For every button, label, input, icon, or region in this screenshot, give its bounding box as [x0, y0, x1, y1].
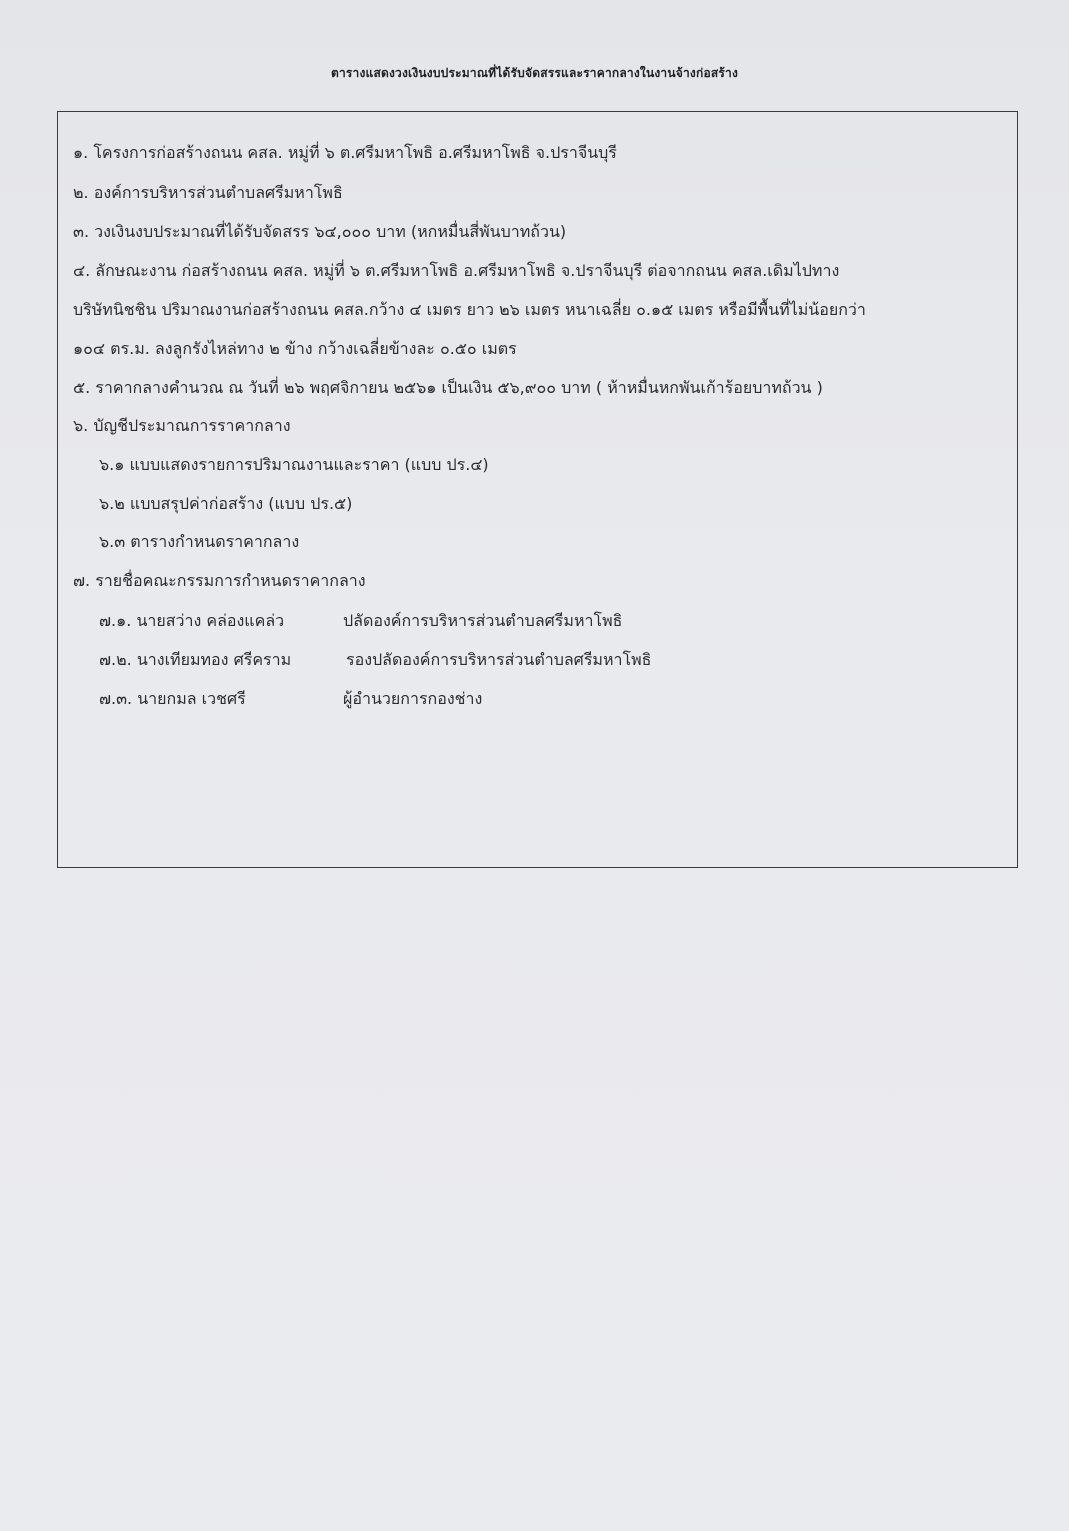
committee-member-3-role: ผู้อำนวยการกองช่าง — [343, 689, 483, 708]
item-4-work-description-end: ๑๐๔ ตร.ม. ลงลูกรังไหล่ทาง ๒ ข้าง กว้างเฉลี่ยข้างละ ๐.๕๐ เมตร — [73, 339, 517, 358]
item-3-budget: ๓. วงเงินงบประมาณที่ได้รับจัดสรร ๖๔,๐๐๐ บาท (หกหมื่นสี่พันบาทถ้วน) — [73, 222, 567, 241]
document-title: ตารางแสดงวงเงินงบประมาณที่ได้รับจัดสรรและราคากลางในงานจ้างก่อสร้าง — [330, 66, 739, 80]
committee-member-1-name: ๗.๑. นายสว่าง คล่องแคล่ว — [99, 611, 285, 630]
committee-member-2-role: รองปลัดองค์การบริหารส่วนตำบลศรีมหาโพธิ — [346, 650, 652, 669]
item-5-median-price: ๕. ราคากลางคำนวณ ณ วันที่ ๒๖ พฤศจิกายน ๒๕๖๑ เป็นเงิน ๕๖,๙๐๐ บาท ( ห้าหมื่นหกพันเก้าร้อยบาทถ้วน ) — [73, 378, 823, 397]
item-4-work-description-cont: บริษัทนิชชิน ปริมาณงานก่อสร้างถนน คสล.กว้าง ๔ เมตร ยาว ๒๖ เมตร หนาเฉลี่ย ๐.๑๕ เมตร หรือมีพื้นที่ไม่น้อยกว่า — [73, 300, 866, 319]
item-2-agency: ๒. องค์การบริหารส่วนตำบลศรีมหาโพธิ — [73, 183, 343, 202]
item-4-work-description: ๔. ลักษณะงาน ก่อสร้างถนน คสล. หมู่ที่ ๖ ต.ศรีมหาโพธิ อ.ศรีมหาโพธิ จ.ปราจีนบุรี ต่อจากถนน คสล.เดิมไปทาง — [73, 261, 840, 280]
item-6-price-list: ๖. บัญชีประมาณการราคากลาง — [73, 416, 291, 435]
item-1-project: ๑. โครงการก่อสร้างถนน คสล. หมู่ที่ ๖ ต.ศรีมหาโพธิ อ.ศรีมหาโพธิ จ.ปราจีนบุรี — [73, 143, 617, 162]
item-7-committee: ๗. รายชื่อคณะกรรมการกำหนดราคากลาง — [73, 571, 366, 590]
item-6-2: ๖.๒ แบบสรุปค่าก่อสร้าง (แบบ ปร.๕) — [99, 494, 353, 513]
item-6-1: ๖.๑ แบบแสดงรายการปริมาณงานและราคา (แบบ ปร.๔) — [99, 455, 489, 474]
committee-member-3-name: ๗.๓. นายกมล เวชศรี — [99, 689, 246, 708]
item-6-3: ๖.๓ ตารางกำหนดราคากลาง — [99, 532, 300, 551]
committee-member-2-name: ๗.๒. นางเทียมทอง ศรีคราม — [99, 650, 292, 669]
committee-member-1-role: ปลัดองค์การบริหารส่วนตำบลศรีมหาโพธิ — [343, 611, 623, 630]
